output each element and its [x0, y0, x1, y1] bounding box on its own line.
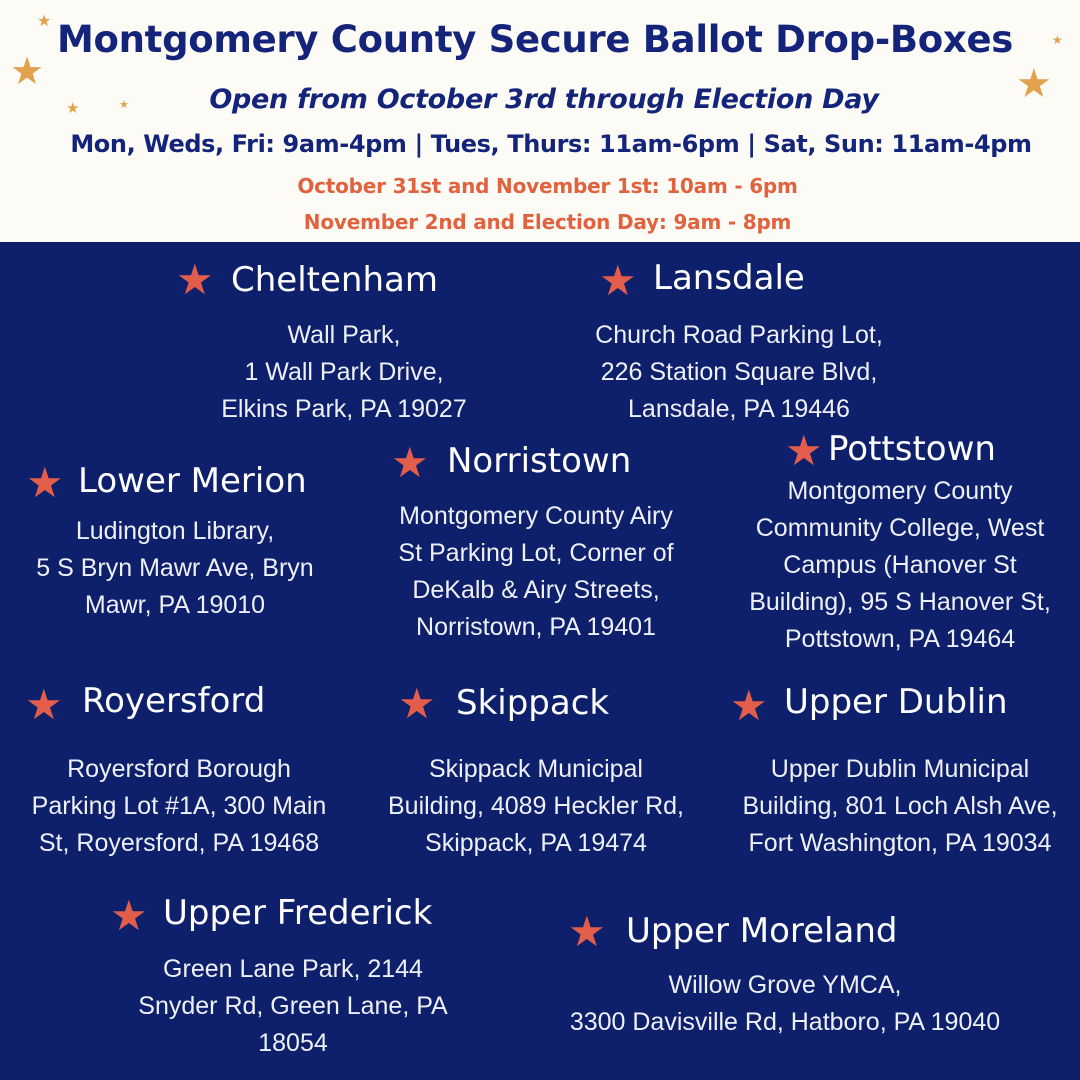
- location-name: Upper Dublin: [784, 682, 1008, 722]
- star-icon: ★: [398, 679, 436, 728]
- header-banner: [0, 0, 1080, 242]
- location-address: Willow Grove YMCA, 3300 Davisville Rd, Hatboro, PA 19040: [569, 971, 1001, 1036]
- location-address: Upper Dublin Municipal Building, 801 Loch Alsh Ave, Fort Washington, PA 19034: [742, 755, 1058, 857]
- star-icon: ★: [391, 438, 429, 487]
- page-title: Montgomery County Secure Ballot Drop-Boxes: [57, 18, 1013, 61]
- star-icon: ★: [568, 907, 606, 956]
- regular-hours: Mon, Weds, Fri: 9am-4pm | Tues, Thurs: 11am-6pm | Sat, Sun: 11am-4pm: [70, 130, 1032, 158]
- location-name: Lansdale: [653, 258, 805, 298]
- star-icon: ★: [599, 256, 637, 305]
- gold-star-icon: ★: [1052, 33, 1063, 47]
- star-icon: ★: [110, 891, 148, 940]
- location-name: Upper Moreland: [626, 911, 898, 951]
- location-name: Pottstown: [828, 429, 996, 469]
- special-hours-2: November 2nd and Election Day: 9am - 8pm: [303, 210, 792, 234]
- location-name: Upper Frederick: [163, 893, 433, 933]
- star-icon: ★: [25, 680, 63, 729]
- gold-star-icon: ★: [119, 98, 129, 111]
- page-subtitle: Open from October 3rd through Election Day: [209, 84, 879, 115]
- gold-star-icon: ★: [37, 11, 52, 30]
- gold-star-icon: ★: [10, 49, 45, 93]
- star-icon: ★: [785, 426, 823, 475]
- star-icon: ★: [730, 681, 768, 730]
- star-icon: ★: [176, 255, 214, 304]
- location-name: Lower Merion: [78, 461, 307, 501]
- location-address: Wall Park, 1 Wall Park Drive, Elkins Park, PA 19027: [221, 321, 467, 423]
- gold-star-icon: ★: [66, 99, 80, 117]
- special-hours-1: October 31st and November 1st: 10am - 6pm: [297, 174, 798, 198]
- location-name: Skippack: [456, 683, 610, 723]
- location-address: Skippack Municipal Building, 4089 Heckler Rd, Skippack, PA 19474: [388, 755, 684, 857]
- location-address: Green Lane Park, 2144 Snyder Rd, Green Lane, PA 18054: [138, 955, 448, 1057]
- location-address: Montgomery County Community College, West Campus (Hanover St Building), 95 S Hanover St, Pottstown, PA 19464: [749, 477, 1051, 653]
- location-address: Royersford Borough Parking Lot #1A, 300 Main St, Royersford, PA 19468: [31, 755, 327, 857]
- location-name: Royersford: [82, 681, 266, 721]
- gold-star-icon: ★: [1016, 61, 1052, 107]
- location-address: Ludington Library, 5 S Bryn Mawr Ave, Bryn Mawr, PA 19010: [36, 517, 314, 619]
- location-name: Cheltenham: [231, 260, 438, 300]
- location-address: Montgomery County Airy St Parking Lot, Corner of DeKalb & Airy Streets, Norristown, PA 19401: [398, 502, 674, 641]
- location-name: Norristown: [447, 441, 632, 481]
- location-address: Church Road Parking Lot, 226 Station Square Blvd, Lansdale, PA 19446: [595, 321, 883, 423]
- star-icon: ★: [26, 458, 64, 507]
